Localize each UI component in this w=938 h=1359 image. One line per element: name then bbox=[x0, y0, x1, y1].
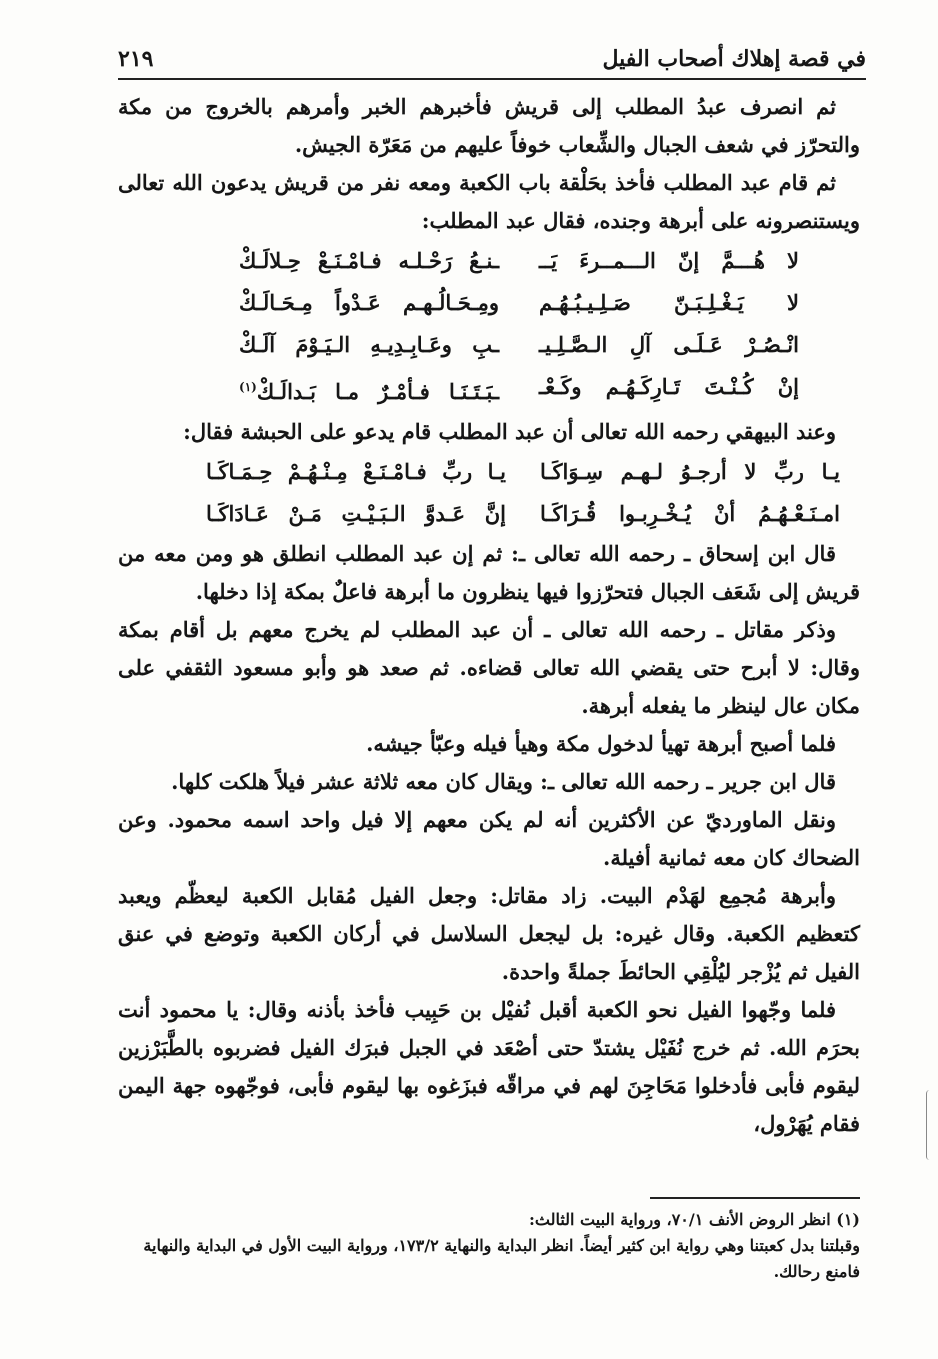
verse-second-hemistich: إنَّ عَـدوَّ الـبَـيْـتِ مَـنْ عَـادَاكَـا bbox=[206, 501, 506, 526]
verse-line bbox=[118, 451, 860, 493]
running-title: في قصة إهلاك أصحاب الفيل bbox=[602, 46, 866, 72]
paragraph: ونقل الماورديّ عن الأكثرين أنه لم يكن معهم إلا فيل واحد اسمه محمود. وعن الضحاك كان معه ثمانية أفيلة. bbox=[118, 807, 860, 870]
verse-first-hemistich: امـنَـعْـهُـمُ أنْ يُـخْـرِبـوا قُـرَاكَـا bbox=[540, 501, 840, 526]
footnote-marker: (١) bbox=[239, 380, 257, 394]
verse-second-hemistich: يـا ربِّ فـامْـنَـعْ مِـنْـهُـمْ حِـمَـاكَـا bbox=[206, 459, 506, 484]
verse-text: ـبَـتَـنَـا فـأمْـرٌ مـا بَـدالَـكْ bbox=[256, 379, 499, 404]
paragraph: فلما وجّهوا الفيل نحو الكعبة أقبل نُفيْل بن حَبِيب فأخذ بأذنه وقال: يا محمود أنت بحرَم الله. ثم خرج نُفَيْل يشتدّ حتى أصْعَد في الجبل فبرَك الفيل فضربوه بالطَّبَرْزين ليقوم فأبى فأدخلوا مَحَاجِنَ لهم في مراقّه فبزَغوه بها ليقوم فأبى، فوجّهوه جهة اليمن فقام يُهَرْول، bbox=[118, 997, 860, 1136]
verse-second-hemistich: ـنـعُ رَحْـلـه فـامْـنَـعْ حِـلالَـكْ bbox=[239, 248, 499, 273]
verse-line bbox=[118, 493, 860, 535]
verse-line bbox=[118, 366, 860, 413]
verse-first-hemistich: يـا ربِّ لا أرجـوُ لـهـم سِـوَاكَـا bbox=[540, 459, 840, 484]
footnote-divider bbox=[650, 1197, 860, 1199]
paragraph: ثم انصرف عبدُ المطلب إلى قريش فأخبرهم الخبر وأمرهم بالخروج من مكة والتحرّز في شعف الجبال والشِّعاب خوفاً عليهم من مَعَرّة الجيش. bbox=[118, 94, 860, 157]
verse-second-hemistich bbox=[239, 366, 499, 413]
paragraph: وعند البيهقي رحمه الله تعالى أن عبد المطلب قام يدعو على الحبشة فقال: bbox=[183, 419, 836, 444]
verse-second-hemistich: ـبِ وعَـابِـدِيـهِ الـيَـوْمَ آلَـكْ bbox=[239, 332, 499, 357]
paragraph: وأبرهة مُجمِع لهَدْم البيت. زاد مقاتل: وجعل الفيل مُقابل الكعبة ليعظّم ويعبد كتعظيم الكعبة. وقال غيره: بل ليجعل السلاسل في أركان الكعبة وتوضع في عنق الفيل ثم يُزْجر ليُلْقِي الحائطَ جملةً واحدة. bbox=[118, 883, 860, 984]
paragraph: ثم قام عبد المطلب فأخذ بحَلْقة باب الكعبة ومعه نفر من قريش يدعون الله تعالى ويستنصرونه على أبرهة وجنده، فقال عبد المطلب: bbox=[118, 170, 860, 233]
paragraph: وذكر مقاتل ـ رحمه الله تعالى ـ أن عبد المطلب لم يخرج معهم بل أقام بمكة وقال: لا أبرح حتى يقضي الله تعالى قضاءه. ثم صعد هو وأبو مسعود الثقفي على مكان عال لينظر ما يفعله أبرهة. bbox=[118, 617, 860, 718]
page-number: ٢١٩ bbox=[118, 46, 154, 72]
poem-bayhaqi bbox=[118, 451, 860, 535]
paragraph: قال ابن إسحاق ـ رحمه الله تعالى ـ: ثم إن عبد المطلب انطلق هو ومن معه من قريش إلى شَعَف الجبال فتحرّزوا فيها ينظرون ما أبرهة فاعلٌ بمكة إذا دخلها. bbox=[118, 541, 860, 604]
page-header bbox=[118, 30, 866, 80]
verse-first-hemistich: لا يَـغْـلِـبَـنّ صَـلِـيـبُـهُـم bbox=[539, 290, 799, 315]
footnotes bbox=[118, 1207, 860, 1285]
verse-line bbox=[118, 282, 860, 324]
verse-second-hemistich: ومِـحَـالُـهـم عَـدْواً مِـحَـالَـكْ bbox=[239, 290, 499, 315]
verse-line bbox=[118, 240, 860, 282]
scan-margin-mark bbox=[926, 1090, 933, 1160]
paragraph: فلما أصبح أبرهة تهيأ لدخول مكة وهيأ فيله وعبّأ جيشه. bbox=[366, 731, 836, 756]
poem-abd-al-muttalib bbox=[118, 240, 860, 413]
verse-first-hemistich: إنْ كُـنْـتَ تَـارِكَـهُـم وكَـعْـ bbox=[539, 374, 799, 399]
footnote: (١) انظر الروض الأنف ٧٠/١، ورواية البيت الثالث: bbox=[528, 1210, 860, 1229]
verse-first-hemistich: انْـصُـرْ عَـلَـى آلِ الـصَّـلِـيـ bbox=[539, 332, 799, 357]
verse-line bbox=[118, 324, 860, 366]
paragraph: قال ابن جرير ـ رحمه الله تعالى ـ: ويقال كان معه ثلاثة عشر فيلاً هلكت كلها. bbox=[171, 769, 836, 794]
footnote-continuation: وقبلتنا بدل كعبتنا وهي رواية ابن كثير أيضاً. انظر البداية والنهاية ١٧٣/٢، ورواية البيت الأول في البداية والنهاية فامنع رحالك. bbox=[143, 1236, 860, 1281]
verse-first-hemistich: لا هُـــمَّ إنّ الـــمــرءَ يَــ bbox=[539, 248, 799, 273]
main-text bbox=[118, 88, 860, 1143]
